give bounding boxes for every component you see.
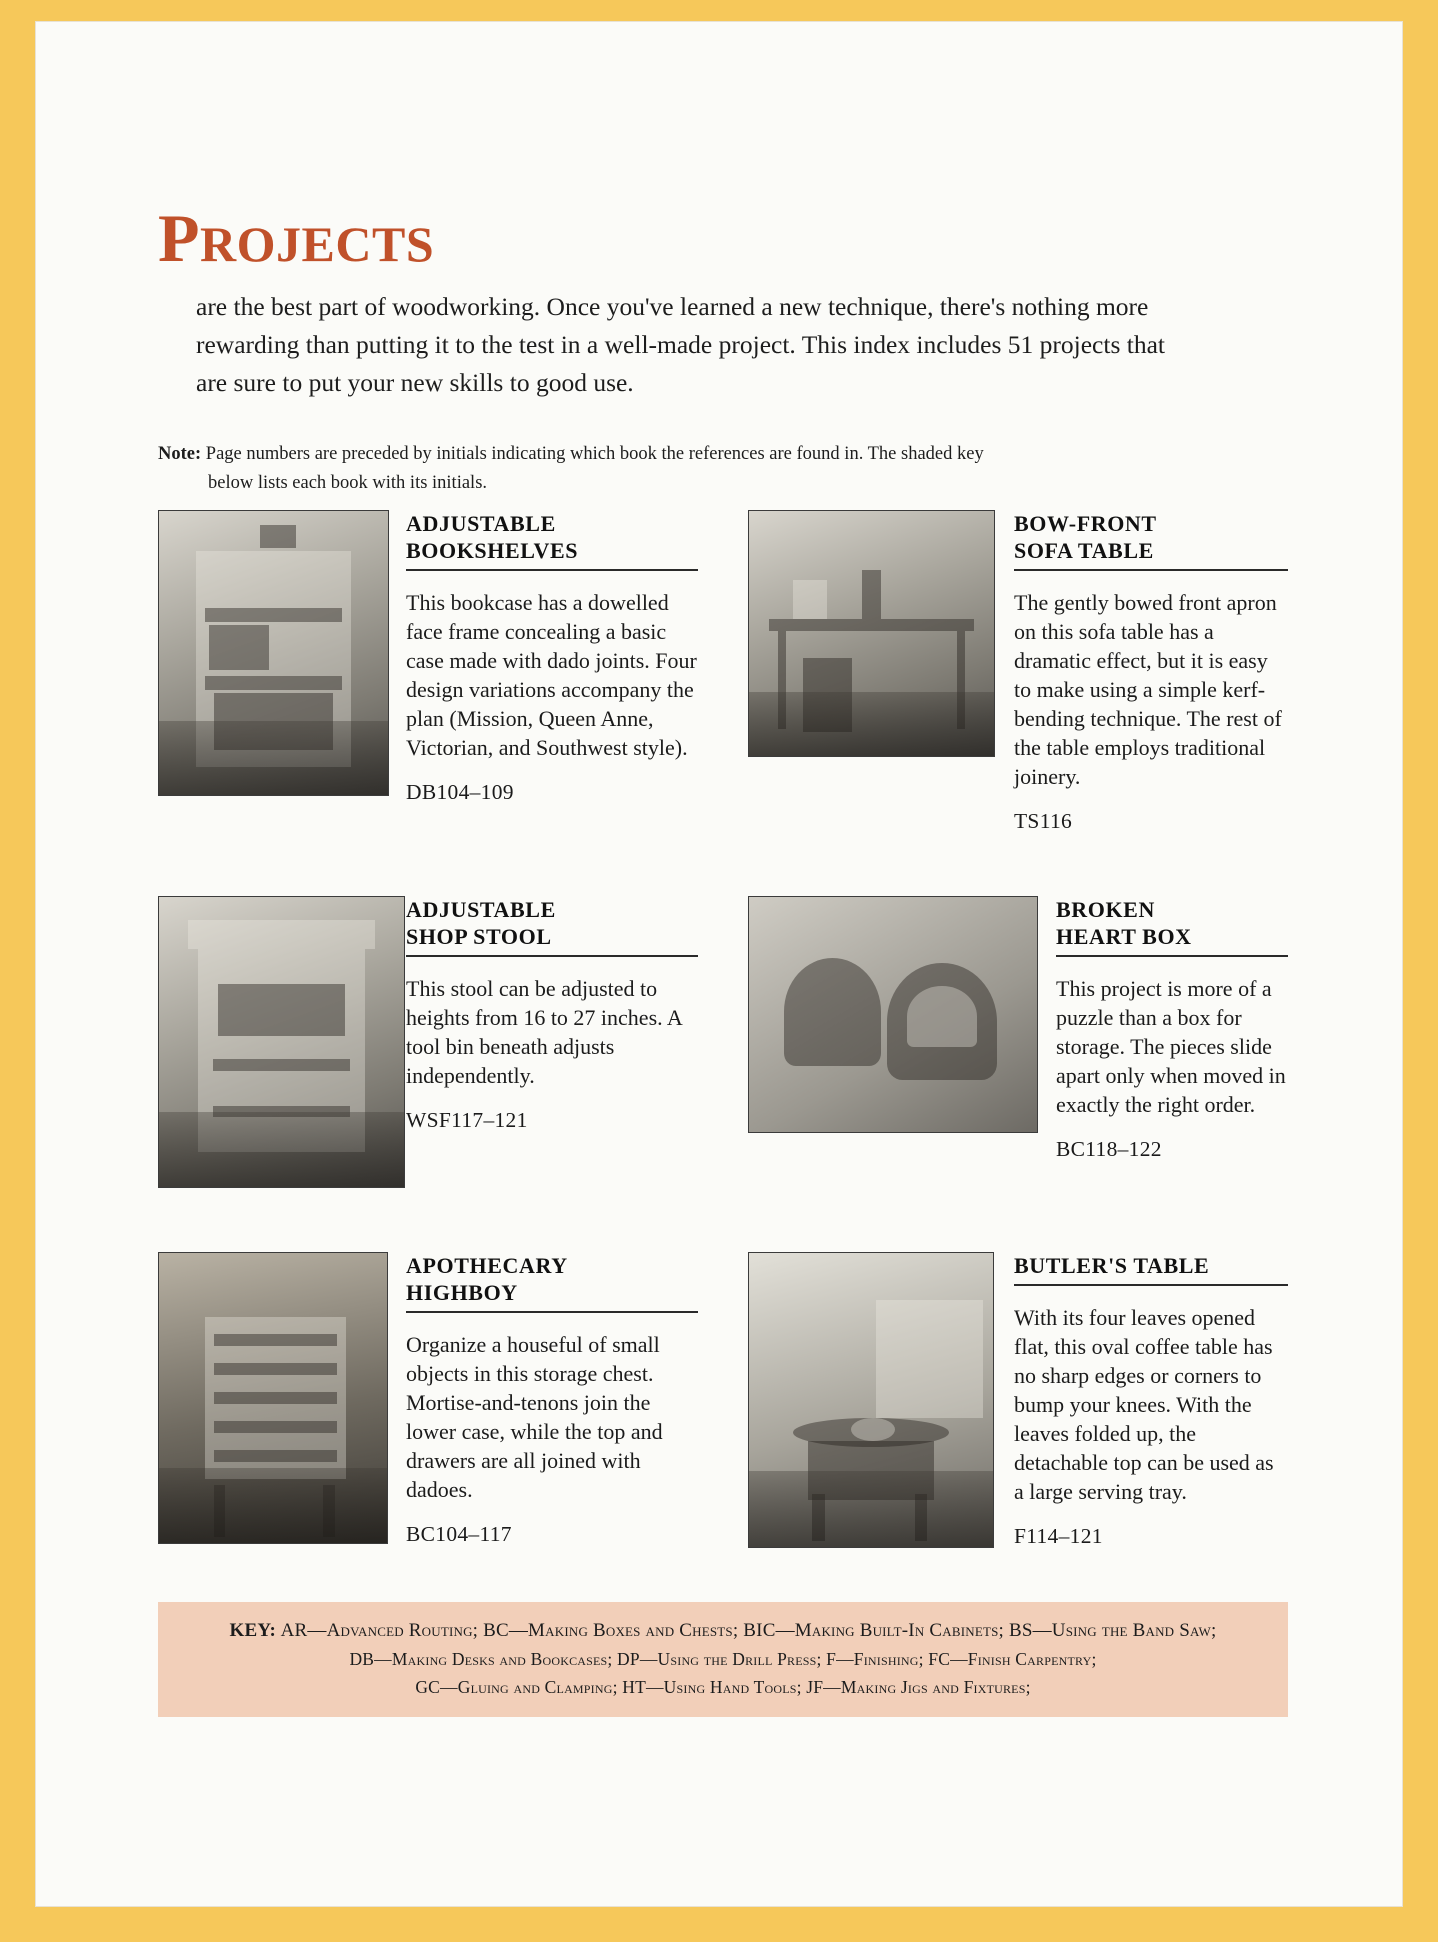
project-title-line1: BROKEN bbox=[1056, 897, 1155, 922]
title-rule bbox=[1014, 1284, 1288, 1286]
note-block bbox=[158, 440, 1218, 498]
project-text bbox=[406, 510, 698, 806]
title-rule bbox=[406, 569, 698, 571]
project-text bbox=[406, 896, 698, 1134]
project-text bbox=[1056, 896, 1288, 1163]
highboy-photo bbox=[158, 1252, 388, 1544]
project-text bbox=[406, 1252, 698, 1548]
project-reference: BC104–117 bbox=[406, 1522, 512, 1546]
project-description: This project is more of a puzzle than a box for storage. The pieces slide apart only when moved in exactly the right order. bbox=[1056, 976, 1286, 1117]
project-title-line2: HEART BOX bbox=[1056, 924, 1192, 949]
bookcase-photo bbox=[158, 510, 389, 796]
note-label: Note: bbox=[158, 444, 202, 464]
project-description: Organize a houseful of small objects in this storage chest. Mortise-and-tenons join the lower case, while the top and drawers are all joined with dadoes. bbox=[406, 1332, 663, 1502]
sofa-table-photo bbox=[748, 510, 995, 757]
project-text bbox=[1014, 1252, 1288, 1550]
title-rule bbox=[1056, 955, 1288, 957]
key-line-3: GC—Gluing and Clamping; HT—Using Hand Tools; JF—Making Jigs and Fixtures; bbox=[415, 1677, 1031, 1697]
project-reference: WSF117–121 bbox=[406, 1108, 528, 1132]
title-rule bbox=[1014, 569, 1288, 571]
project-reference: F114–121 bbox=[1014, 1524, 1103, 1548]
projects-heading bbox=[158, 200, 435, 276]
key-label: KEY: bbox=[229, 1620, 277, 1641]
key-line-2: DB—Making Desks and Bookcases; DP—Using the Drill Press; F—Finishing; FC—Finish Carpentry; bbox=[349, 1649, 1097, 1669]
project-description: With its four leaves opened flat, this oval coffee table has no sharp edges or corners to bump your knees. With the leaves folded up, the detachable top can be used as a large serving tray. bbox=[1014, 1305, 1274, 1504]
project-title bbox=[1014, 510, 1288, 564]
projects-grid bbox=[158, 510, 1288, 1608]
title-drop-cap: P bbox=[158, 200, 201, 276]
projects-row bbox=[158, 896, 1288, 1196]
project-reference: DB104–109 bbox=[406, 780, 514, 804]
project-description: The gently bowed front apron on this sofa table has a dramatic effect, but it is easy to make using a simple kerf-bending technique. The rest of the table employs traditional joinery. bbox=[1014, 590, 1282, 789]
shop-stool-photo bbox=[158, 896, 405, 1188]
project-title bbox=[406, 1252, 698, 1306]
project-description: This bookcase has a dowelled face frame concealing a basic case made with dado joints. Four design variations accompany the plan (Mission, Queen Anne, Victorian, and Southwest style). bbox=[406, 590, 697, 760]
key-band bbox=[158, 1602, 1288, 1717]
project-title-line1: APOTHECARY bbox=[406, 1253, 568, 1278]
page-content bbox=[158, 200, 1288, 1697]
project-text bbox=[1014, 510, 1288, 835]
project-title bbox=[1014, 1252, 1288, 1279]
project-title-line2: SHOP STOOL bbox=[406, 924, 552, 949]
document-page bbox=[36, 22, 1402, 1906]
key-line-1 bbox=[158, 1616, 1288, 1645]
project-title-line1: ADJUSTABLE bbox=[406, 897, 556, 922]
projects-row bbox=[158, 1252, 1288, 1552]
title-rule bbox=[406, 955, 698, 957]
project-reference: BC118–122 bbox=[1056, 1137, 1162, 1161]
project-title bbox=[406, 896, 698, 950]
heart-box-photo bbox=[748, 896, 1038, 1133]
project-title-line2: BOOKSHELVES bbox=[406, 538, 579, 563]
projects-row bbox=[158, 510, 1288, 840]
project-title-line1: BOW-FRONT bbox=[1014, 511, 1157, 536]
project-title bbox=[1056, 896, 1288, 950]
intro-paragraph: are the best part of woodworking. Once you've learned a new technique, there's nothing more rewarding than putting it to the test in a well-made project. This index includes 51 projects that are sure to put your new skills to good use. bbox=[196, 292, 1165, 397]
page-title bbox=[158, 200, 1288, 292]
note-line-1: Page numbers are preceded by initials indicating which book the references are found in. The shaded key bbox=[205, 444, 984, 464]
project-title-line2: SOFA TABLE bbox=[1014, 538, 1154, 563]
project-title bbox=[406, 510, 698, 564]
title-rule bbox=[406, 1311, 698, 1313]
project-description: This stool can be adjusted to heights from 16 to 27 inches. A tool bin beneath adjusts independently. bbox=[406, 976, 682, 1088]
project-title-line2: HIGHBOY bbox=[406, 1280, 518, 1305]
project-title-line1: ADJUSTABLE bbox=[406, 511, 556, 536]
project-reference: TS116 bbox=[1014, 809, 1073, 833]
key-line-1-text: AR—Advanced Routing; BC—Making Boxes and Chests; BIC—Making Built-In Cabinets; BS—Using the Band Saw; bbox=[280, 1620, 1217, 1641]
project-title-line1: BUTLER'S TABLE bbox=[1014, 1253, 1210, 1278]
note-line-2: below lists each book with its initials. bbox=[208, 473, 488, 493]
title-rest: ROJECTS bbox=[200, 216, 435, 272]
butlers-table-photo bbox=[748, 1252, 994, 1548]
